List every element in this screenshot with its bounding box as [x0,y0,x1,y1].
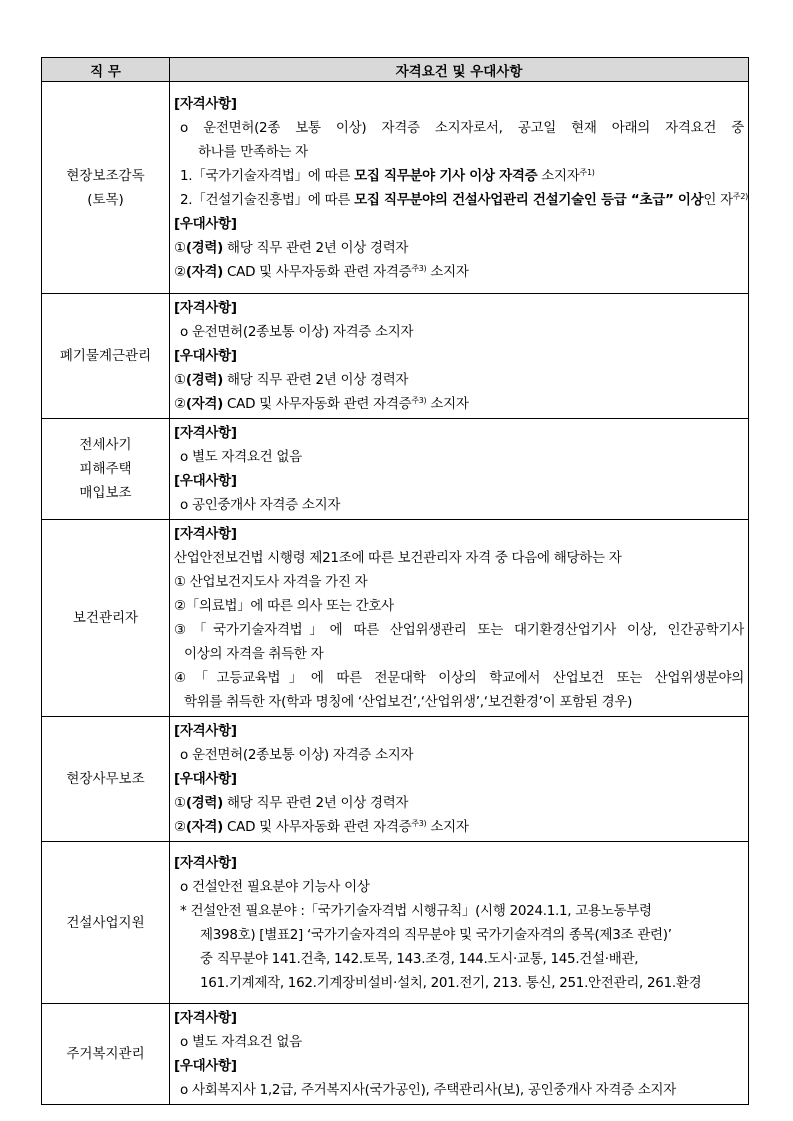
section-heading [174,851,744,875]
requirement-line [174,445,744,469]
text-segment: ① [174,795,186,811]
text-segment: 이상의 자격을 취득한 자 [184,646,324,662]
requirement-line [174,140,744,164]
requirements-cell [170,82,749,294]
section-heading [174,1054,744,1078]
table-row [42,520,749,717]
text-segment: o 운전면허(2종 보통 이상) 자격증 소지자로서, 공고일 현재 아래의 자격요건 중 [180,119,744,136]
text-segment: [자격사항] [174,723,237,739]
requirement-line [174,899,744,923]
requirement-line [174,815,744,839]
requirement-line [174,546,744,570]
text-segment: 161.기계제작, 162.기계장비설비·설치, 201.전기, 213. 통신, 251.안전관리, 261.환경 [200,974,702,991]
text-segment: o 별도 자격요건 없음 [180,1034,302,1050]
text-segment: [자격사항] [174,300,237,316]
table-row [42,419,749,520]
requirement-line [174,875,744,899]
table-row [42,82,749,294]
text-segment: o 별도 자격요건 없음 [180,449,302,465]
text-segment: 제398호) [별표2] ‘국가기술자격의 직무분야 및 국가기술자격의 종목(제3조 관련)’ [200,926,672,943]
requirement-line [174,1030,744,1054]
text-segment: ③「국가기술자격법」에 따른 산업위생관리 또는 대기환경산업기사 이상, 인간공학기사 [174,622,744,638]
section-heading [174,767,744,791]
job-title-cell [42,717,170,842]
text-segment: 중 직무분야 141.건축, 142.토목, 143.조경, 144.도시·교통, 145.건설·배관, [200,950,639,967]
requirement-line [174,690,744,714]
text-segment: o 운전면허(2종보통 이상) 자격증 소지자 [180,324,414,340]
requirement-line [174,570,744,594]
text-segment: o 공인중개사 자격증 소지자 [180,497,341,513]
emphasis-text: (자격) [185,396,224,412]
text-segment: ④「고등교육법」에 따른 전문대학 이상의 학교에서 산업보건 또는 산업위생분야의 [174,670,744,686]
text-segment: CAD 및 사무자동화 관련 자격증 [223,263,412,280]
text-segment: [자격사항] [174,425,237,441]
job-title-line: 건설사업지원 [66,914,145,931]
emphasis-text: 모집 직무분야 기사 이상 자격증 [354,167,538,184]
emphasis-text: (자격) [185,819,224,835]
text-segment: 1.「국가기술자격법」에 따른 [180,167,355,184]
emphasis-text: (경력) [185,372,224,388]
requirement-line [174,392,744,416]
text-segment: ② [174,396,186,412]
text-segment: [우대사항] [174,473,237,489]
header-requirements: 자격요건 및 우대사항 [170,58,749,82]
header-job: 직 무 [42,58,170,82]
requirement-line [174,618,744,642]
text-segment: [자격사항] [174,1010,237,1026]
footnote-mark: 주1) [579,167,595,177]
section-heading [174,344,744,368]
emphasis-text: (경력) [185,795,224,811]
requirement-line [174,260,744,284]
requirements-cell [170,1004,749,1105]
text-segment: [우대사항] [174,771,237,787]
text-segment: 소지자 [537,167,580,184]
job-title-line: 현장보조감독 [66,167,145,184]
text-segment: 해당 직무 관련 2년 이상 경력자 [223,795,409,811]
text-segment: 2.「건설기술진흥법」에 따른 [180,191,355,208]
requirements-table [41,57,749,1105]
text-segment: [우대사항] [174,215,237,232]
job-title-cell [42,82,170,294]
requirement-line [174,164,744,188]
section-heading [174,421,744,445]
section-heading [174,212,744,236]
requirement-line [174,236,744,260]
table-row [42,717,749,842]
section-heading [174,92,744,116]
section-heading [174,1006,744,1030]
section-heading [174,469,744,493]
job-title-cell [42,520,170,717]
text-segment: 산업안전보건법 시행령 제21조에 따른 보건관리자 자격 중 다음에 해당하는 자 [174,550,622,566]
text-segment: [자격사항] [174,854,237,871]
text-segment: ① [174,372,186,388]
job-title-cell [42,294,170,419]
text-segment: [우대사항] [174,1058,237,1074]
job-title-line: 매입보조 [79,485,132,501]
section-heading [174,522,744,546]
requirement-line [174,594,744,618]
requirement-line [174,947,744,971]
table-row [42,294,749,419]
emphasis-text: (경력) [185,239,224,256]
table-row [42,842,749,1004]
text-segment: 소지자 [426,819,469,835]
section-heading [174,719,744,743]
text-segment: o 운전면허(2종보통 이상) 자격증 소지자 [180,747,414,763]
text-segment: ① 산업보건지도사 자격을 가진 자 [174,574,368,590]
table-body [42,82,749,1105]
text-segment: [우대사항] [174,348,237,364]
footnote-mark: 주2) [732,191,748,201]
text-segment: ① [174,239,186,256]
footnote-mark: 주3) [411,396,427,405]
requirement-line [174,923,744,947]
requirements-cell [170,419,749,520]
job-title-cell [42,842,170,1004]
requirement-line [174,642,744,666]
job-title-line: 주거복지관리 [66,1046,145,1062]
footnote-mark: 주3) [411,819,427,828]
job-title-line: 현장사무보조 [66,771,145,787]
emphasis-text: (자격) [185,263,224,280]
requirement-line [174,743,744,767]
requirement-line [174,368,744,392]
text-segment: [자격사항] [174,95,237,112]
requirements-cell [170,717,749,842]
text-segment: 하나를 만족하는 자 [198,143,308,160]
requirement-line [174,1078,744,1102]
job-title-cell [42,419,170,520]
text-segment: 인 자 [703,191,733,208]
text-segment: 소지자 [426,396,469,412]
job-title-line: 폐기물계근관리 [59,348,152,364]
text-segment: o 사회복지사 1,2급, 주거복지사(국가공인), 주택관리사(보), 공인중개사 자격증 소지자 [180,1082,677,1098]
text-segment: ② [174,819,186,835]
requirement-line [174,493,744,517]
requirement-line [174,666,744,690]
requirements-cell [170,842,749,1004]
requirement-line [174,320,744,344]
requirements-cell [170,520,749,717]
text-segment: [자격사항] [174,526,237,542]
emphasis-text: 모집 직무분야의 건설사업관리 건설기술인 등급 “초급” 이상 [354,191,704,208]
requirement-line [174,188,748,212]
text-segment: o 건설안전 필요분야 기능사 이상 [180,878,370,895]
text-segment: 학위를 취득한 자(학과 명칭에 ‘산업보건’,‘산업위생’,‘보건환경’이 포함된 경우) [184,694,633,710]
job-title-line: 피해주택 [79,461,132,477]
text-segment: CAD 및 사무자동화 관련 자격증 [223,819,412,835]
footnote-mark: 주3) [411,263,427,273]
requirement-line [174,971,744,995]
requirement-line [174,116,744,140]
text-segment: 해당 직무 관련 2년 이상 경력자 [223,239,409,256]
table-row [42,1004,749,1105]
job-title-line: (토목) [87,191,124,208]
text-segment: ② [174,263,186,280]
text-segment: ②「의료법」에 따른 의사 또는 간호사 [174,598,394,614]
text-segment: 소지자 [426,263,469,280]
requirements-cell [170,294,749,419]
job-title-line: 전세사기 [79,437,132,453]
section-heading [174,296,744,320]
text-segment: CAD 및 사무자동화 관련 자격증 [223,396,412,412]
table-header-row [42,58,749,82]
requirement-line [174,791,744,815]
job-title-cell [42,1004,170,1105]
job-title-line: 보건관리자 [72,610,139,626]
text-segment: 해당 직무 관련 2년 이상 경력자 [223,372,409,388]
text-segment: * 건설안전 필요분야 :「국가기술자격법 시행규칙」(시행 2024.1.1, 고용노동부령 [180,902,652,919]
